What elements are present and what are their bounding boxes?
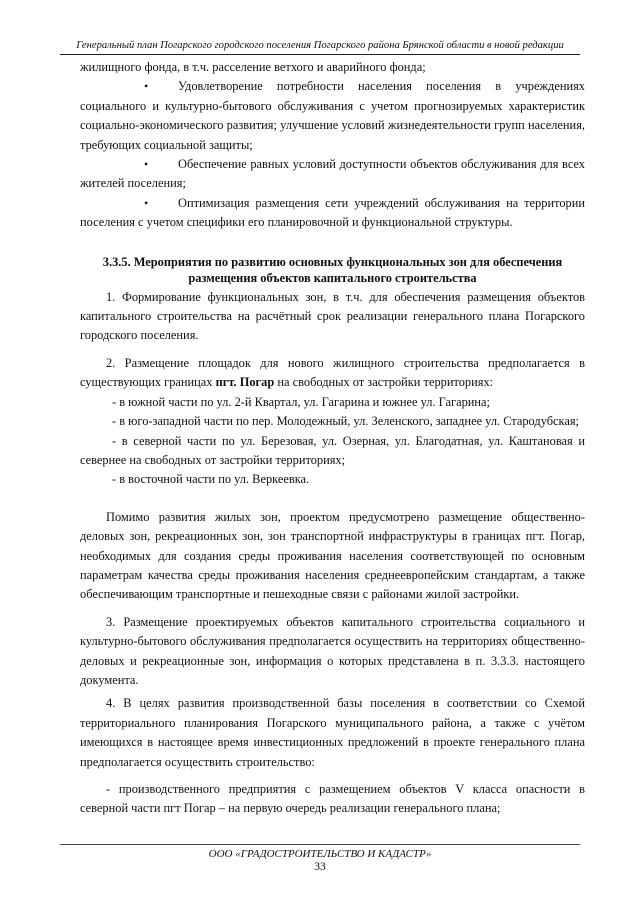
location-item-1: - в южной части по ул. 2-й Квартал, ул. Гагарина и южнее ул. Гагарина; [112,394,490,409]
settlement-name: пгт. Погар [215,375,275,390]
bullet-icon: • [144,195,149,210]
section-heading-line-1: 3.3.5. Мероприятия по развитию основных функциональных зон для обеспечения [102,254,563,269]
paragraph-1: 1. Формирование функциональных зон, в т.ч. для обеспечения размещения объектов капитального строительства на расчётный срок реализации генерального плана Погарского городского поселения. [80,289,585,343]
section-heading-line-2: размещения объектов капитального строительства [188,270,477,285]
running-header: Генеральный план Погарского городского поселения Погарского района Брянской области в новой редакции [76,40,564,51]
intro-continuation: жилищного фонда, в т.ч. расселение ветхого и аварийного фонда; [80,60,426,74]
intro-bullet-2 [80,155,585,194]
intro-bullet-3 [80,194,585,233]
location-item-4: - в восточной части по ул. Веркеевка. [112,472,310,487]
bullet-icon: • [144,79,149,94]
paragraph-3: Помимо развития жилых зон, проектом предусмотрено размещение общественно-деловых зон, рекреационных зон, зон транспортной инфраструктуры в границах пгт. Погар, необходимых для создания среды проживания населения соответствующей по основным параметрам качества среды проживания населения среднеевропейским стандартам, а также обеспечивающим транспортные и пешеходные связи с районами жилой застройки. [80,509,585,602]
intro-bullet-1-text: Удовлетворение потребности населения поселения в учреждениях социального и культурно-бытового обслуживания с учетом прогнозируемых характеристик социально-экономического развития; улучшение условий жизнедеятельности групп населения, требующих социальной защиты; [80,79,585,152]
paragraph-5: 4. В целях развития производственной базы поселения в соответствии со Схемой территориального планирования Погарского муниципального района, а также с учётом имеющихся в настоящее время инвестиционных предложений в проекте генерального плана предполагается осуществить строительство: [80,696,585,769]
construction-item-1: - производственного предприятия с размещением объектов V класса опасности в северной части пгт Погар – на первую очередь реализации генерального плана; [80,782,585,816]
footer-company: ООО «ГРАДОСТРОИТЕЛЬСТВО И КАДАСТР» [208,848,432,860]
intro-bullet-2-text: Обеспечение равных условий доступности объектов обслуживания для всех жителей поселения; [80,157,585,191]
bullet-icon: • [144,157,149,172]
header-divider [60,54,580,55]
footer-divider [60,844,580,845]
page-number: 33 [314,861,326,873]
location-item-2: - в юго-западной части по пер. Молодежный, ул. Зеленского, западнее ул. Стародубская; [112,414,580,429]
paragraph-2-start: 2. Размещение площадок для нового жилищного строительства предполагается в существующих границах [80,355,585,390]
intro-bullet-1 [80,77,585,155]
paragraph-2 [80,354,585,393]
paragraph-4: 3. Размещение проектируемых объектов капитального строительства социального и культурно-бытового обслуживания предполагается осуществить на территориях общественно-деловых и рекреационные зон, информация о которых представлена в п. 3.3.3. настоящего документа. [80,614,585,687]
paragraph-2-end: на свободных от застройки территориях: [274,375,494,390]
document-body [80,58,585,819]
section-heading [80,254,585,286]
intro-bullet-3-text: Оптимизация размещения сети учреждений обслуживания на территории поселения с учетом специфики его планировочной и функциональной структуры. [80,195,585,230]
location-item-3: - в северной части по ул. Березовая, ул. Озерная, ул. Благодатная, ул. Каштановая и севернее на свободных от застройки территориях; [80,433,585,467]
